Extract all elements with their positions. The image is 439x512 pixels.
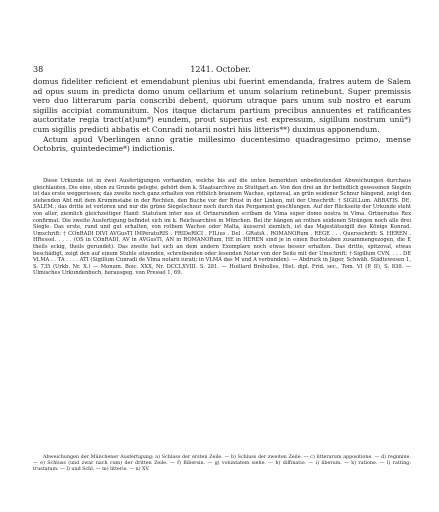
variants-paragraph: Abweichungen der Münchener Ausfertigung: a) Schluss der ersten Zeile. — b) Schluss der zweiten Zeile. — c) litterarum appositione. — d) regimine. — e) Schluss (und zwar nach cum) der dritten Zeile. — f) Bibersin. — g) voluntatem siehe. — h) diffinatio. — i) liberum. — k) ratione. — l) ratting: trustatum. — l) und Schl. — m) litteris. — n) XV. xyxy=(33,455,411,473)
variant-readings xyxy=(33,455,411,474)
page-header xyxy=(33,64,408,74)
main-text xyxy=(33,77,411,154)
main-paragraph: Actum apud Vberlingen anno gratie millesimo ducentesimo quadragesimo primo, mense Octobris, quintedecime*) indictionis. xyxy=(33,134,411,154)
page-number: 38 xyxy=(33,64,44,74)
editorial-notes xyxy=(33,178,411,277)
main-paragraph: domus fideliter reficient et emendabunt plenius ubi fuerint emendanda, fratres autem de Salem ad opus suum in predicta domo unum cellarium et unum solarium retinebunt. Super premissis vero duo litterarum paria conscribi debent, quorum utraque pars unum sub nostro et earum sigillis accipiat communitum. Nos itaque dictarum partium precibus annuentes et ratificantes auctoritate regia tract(at)um*) eundem, prout superius est expressum, sigillum nostrum unū*) cum sigillis predicti abbatis et Conradi notarii nostri hiis litteris**) duximus apponendum. xyxy=(33,77,411,134)
running-title: 1241. October. xyxy=(190,64,251,74)
notes-paragraph: Diese Urkunde ist in zwei Ausfertigungen vorhanden, welche bis auf die unten bemerkten unbedeutenden Abweichungen durchaus gleichlauten. Die eine, oben zu Grunde gelegte, gehört dem k. Staatsarchive zu Stuttgart an. Von den drei an ihr befindlich gewesenen Siegeln ist das erste weggerissen; das zweite noch ganz erhalten von röthlich braunem Wachse, spitzoval, an grün seidener Schnur hängend, zeigt den stehenden Abt mit dem Krummstabe in der Rechten, den Buche vor der Brust in der Linken, mit der Umschrift: † SIGILLum. ABBATIS. DE. SALEM.; das dritte ist verloren und nur die grüne Siegelschnur noch durch das Pergament geschlungen. Auf der Rückseite der Urkunde steht von alter, ziemlich gleichzeitiger Hand: Statutum inter nos et Ortnerundem scribam de Vlma super domo nostra in Vlma. Ortnerudus Rex confirmat. Die zweite Ausfertigung befindet sich im k. Reichsarchive in München. Bei ihr hängen an rothen seidenen Strängen noch alle drei Siegle. Das erste, rund und gut erhalten, von rothem Wachse oder Malta, äusserst ziemlich, ist das Majestätssigill des Königs Konrad. Umschrift: † COnRADI DIVI AVGusTI IMPeratoRIS . FRIDeRICI . FILius . Del . GRatiA . ROMANORum . REGE . . . Quersschrift: S. HEREN . HRessel. . . . . (OS in COnRADI, AV in AVGusTI, AN in ROMANORum, HE in HEREN sind je in einen Buchstaben zusammengezogen, die E theils eckig, theils gerundet). Das zweite hat sich an dem andern Exemplare noch etwas besser erhalten. Das dritte, spitzoval, etwas beschädigt, zeigt den auf einem Stuhle sitzenden, schreibenden oder lesenden Notar von der Seite mit der Umschrift: † Sigillum CVN. . . . DE VLMA . . TA . . . . ATI (Sigillum Cunradi de Vlma notarii iurati; in VLMA das M und A verbunden). — Abdruck in Jäger, Schwäb. Städtewesen 1, S. 735 (Urkb. Nr. X.) — Monum. Boic. XXX, Nr. DCCLXVIII. S. 281. — Huillard Bréholles, Hist. dipl. Frid. sec., Tom. VI (P. II), S. 830. — Ulmisches Urkundenbuch, herausgeg. von Pressel 1, 69. xyxy=(33,178,411,277)
